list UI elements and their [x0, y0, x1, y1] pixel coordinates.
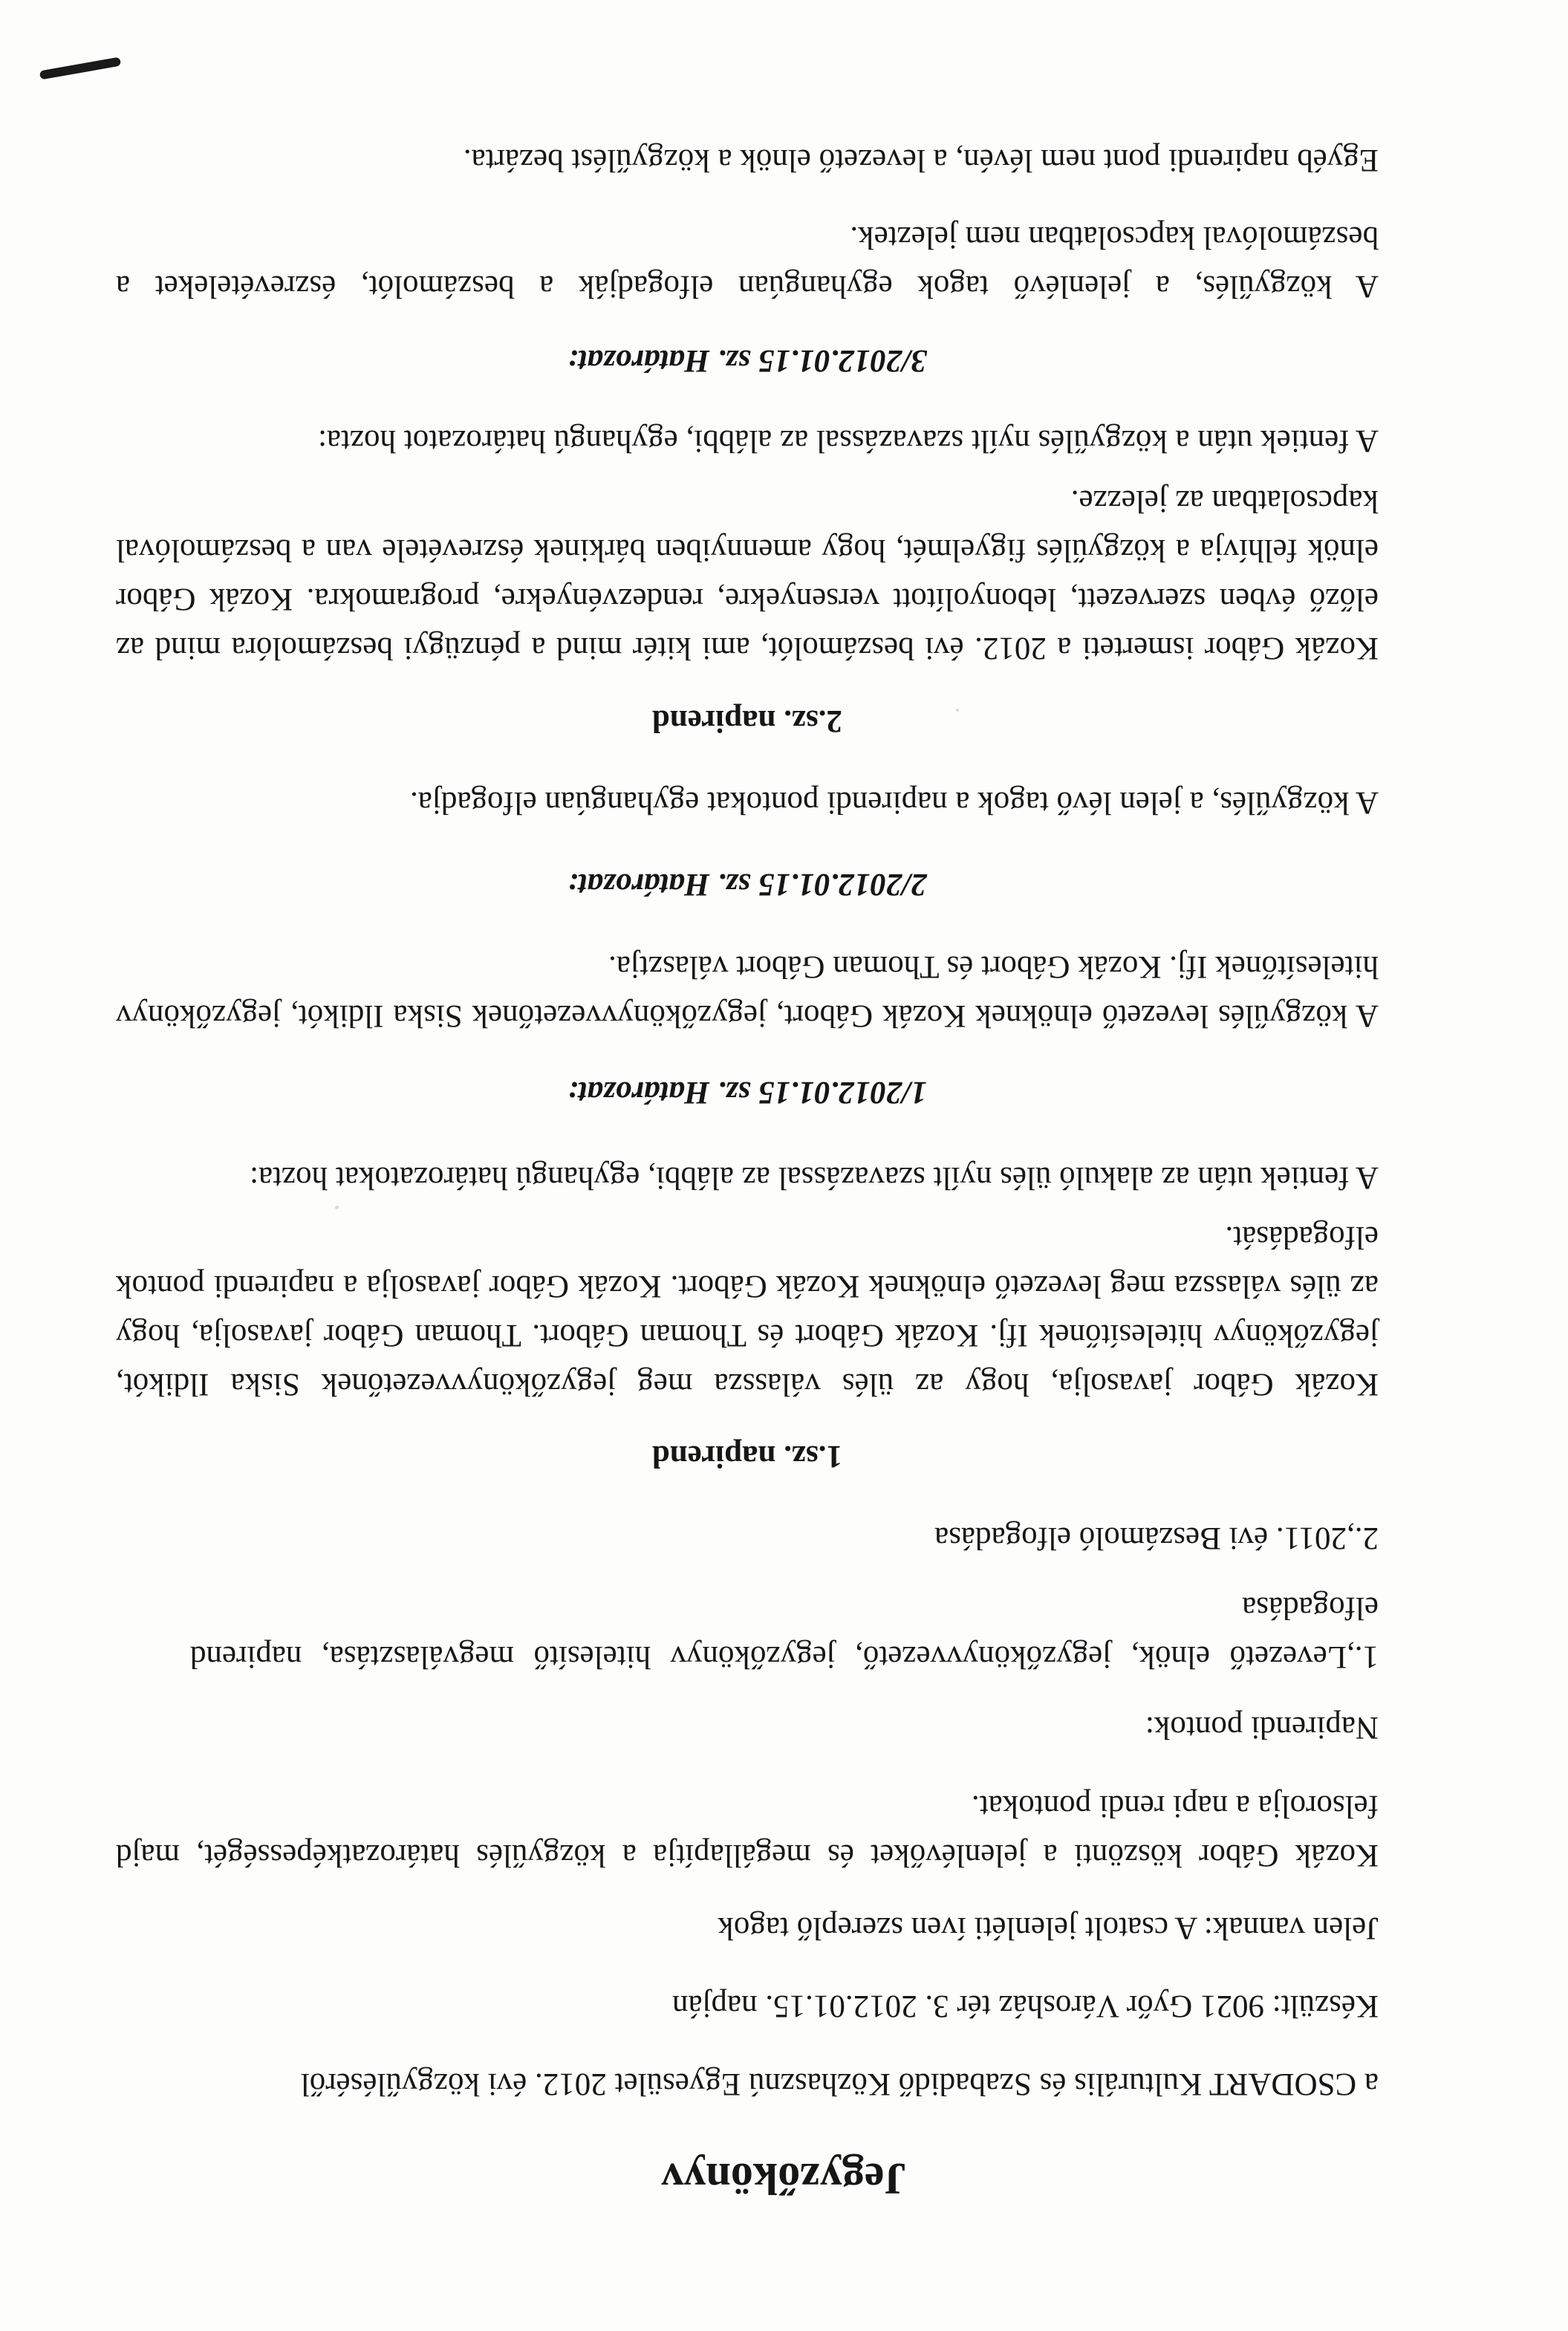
resolution2-paragraph: A közgyűlés, a jelen lévő tagok a napirendi pontokat egyhangúan elfogadja. — [410, 785, 1379, 820]
section2-vote: A fentiek után a közgyűlés nyílt szavazással az alábbi, egyhangú határozatot hozta: — [317, 423, 1379, 458]
section1-vote: A fentiek után az alakuló ülés nyílt szavazással az alábbi, egyhangú határozatokat hozta: — [250, 1160, 1379, 1195]
section2-paragraph: Kozák Gábor ismerteti a 2012. évi beszámolót, ami kitér mind a pénzügyi beszámolóra mind az előző évben szervezett, lebonyolított versenyekre, rendezvényekre, programokra. Kozák Gábor elnök felhívja a közgyűlés figyelmét, hogy amennyiben bárkinek észrevétele van a beszámolóval kapcsolatban az jelezze. — [116, 484, 1379, 666]
resolution1-paragraph: A közgyűlés levezető elnöknek Kozák Gábort, jegyzőkönyvvezetőnek Siska Ildikót, jegyzőkönyv hitelesítőnek Ifj. Kozák Gábort és Thoman Gábort választja. — [116, 949, 1379, 1033]
section1-paragraph: Kozák Gábor javasolja, hogy az ülés válassza meg jegyzőkönyvvezetőnek Siska Ildikót, jegyzőkönyv hitelesítőnek Ifj. Kozák Gábort és Thoman Gábort. Thoman Gábor javasolja, hogy az ülés válassza meg levezető elnöknek Kozák Gábort. Kozák Gábor javasolja a napirendi pontok elfogadását. — [116, 1220, 1379, 1402]
made-line: Készült: 9021 Győr Városház tér 3. 2012.01.15. napján — [672, 1989, 1379, 2023]
scan-speck — [956, 709, 959, 712]
resolution3-title: 3/2012.01.15 sz. Határozat: — [567, 343, 927, 378]
pen-stroke-mark — [39, 57, 121, 80]
resolution2-title: 2/2012.01.15 sz. Határozat: — [567, 867, 927, 902]
scan-speck — [335, 1206, 339, 1209]
agenda-item-1: 1.,Levezető elnök, jegyzőkönyvvezető, jegyzőkönyv hitelesítő megválasztása, napirend elfogadása — [190, 1590, 1379, 1674]
agenda-item-2: 2.,2011. évi Beszámoló elfogadása — [934, 1521, 1379, 1555]
section1-heading: 1.sz. napirend — [651, 1439, 843, 1474]
greeting-paragraph: Kozák Gábor köszönti a jelenlévőket és megállapítja a közgyűlés határozatképességét, majd felsorolja a napi rendi pontokat. — [116, 1789, 1379, 1873]
closing-line: Egyéb napirendi pont nem lévén, a levezető elnök a közgyűlést bezárta. — [463, 143, 1379, 178]
present-line: Jelen vannak: A csatolt jelenléti íven szereplő tagok — [718, 1911, 1379, 1945]
document-subtitle: a CSODART Kulturális és Szabadidő Közhasznú Egyesület 2012. évi közgyűléséről — [300, 2067, 1379, 2101]
resolution1-title: 1/2012.01.15 sz. Határozat: — [567, 1075, 927, 1110]
resolution3-paragraph: A közgyűlés, a jelenlévő tagok egyhangúan elfogadják a beszámolót, észrevételeket a beszámolóval kapcsolatban nem jeleztek. — [116, 220, 1379, 304]
agenda-title: Napirendi pontok: — [1145, 1710, 1379, 1745]
section2-heading: 2.sz. napirend — [651, 703, 843, 738]
document-title: Jegyzőkönyv — [661, 2154, 907, 2203]
